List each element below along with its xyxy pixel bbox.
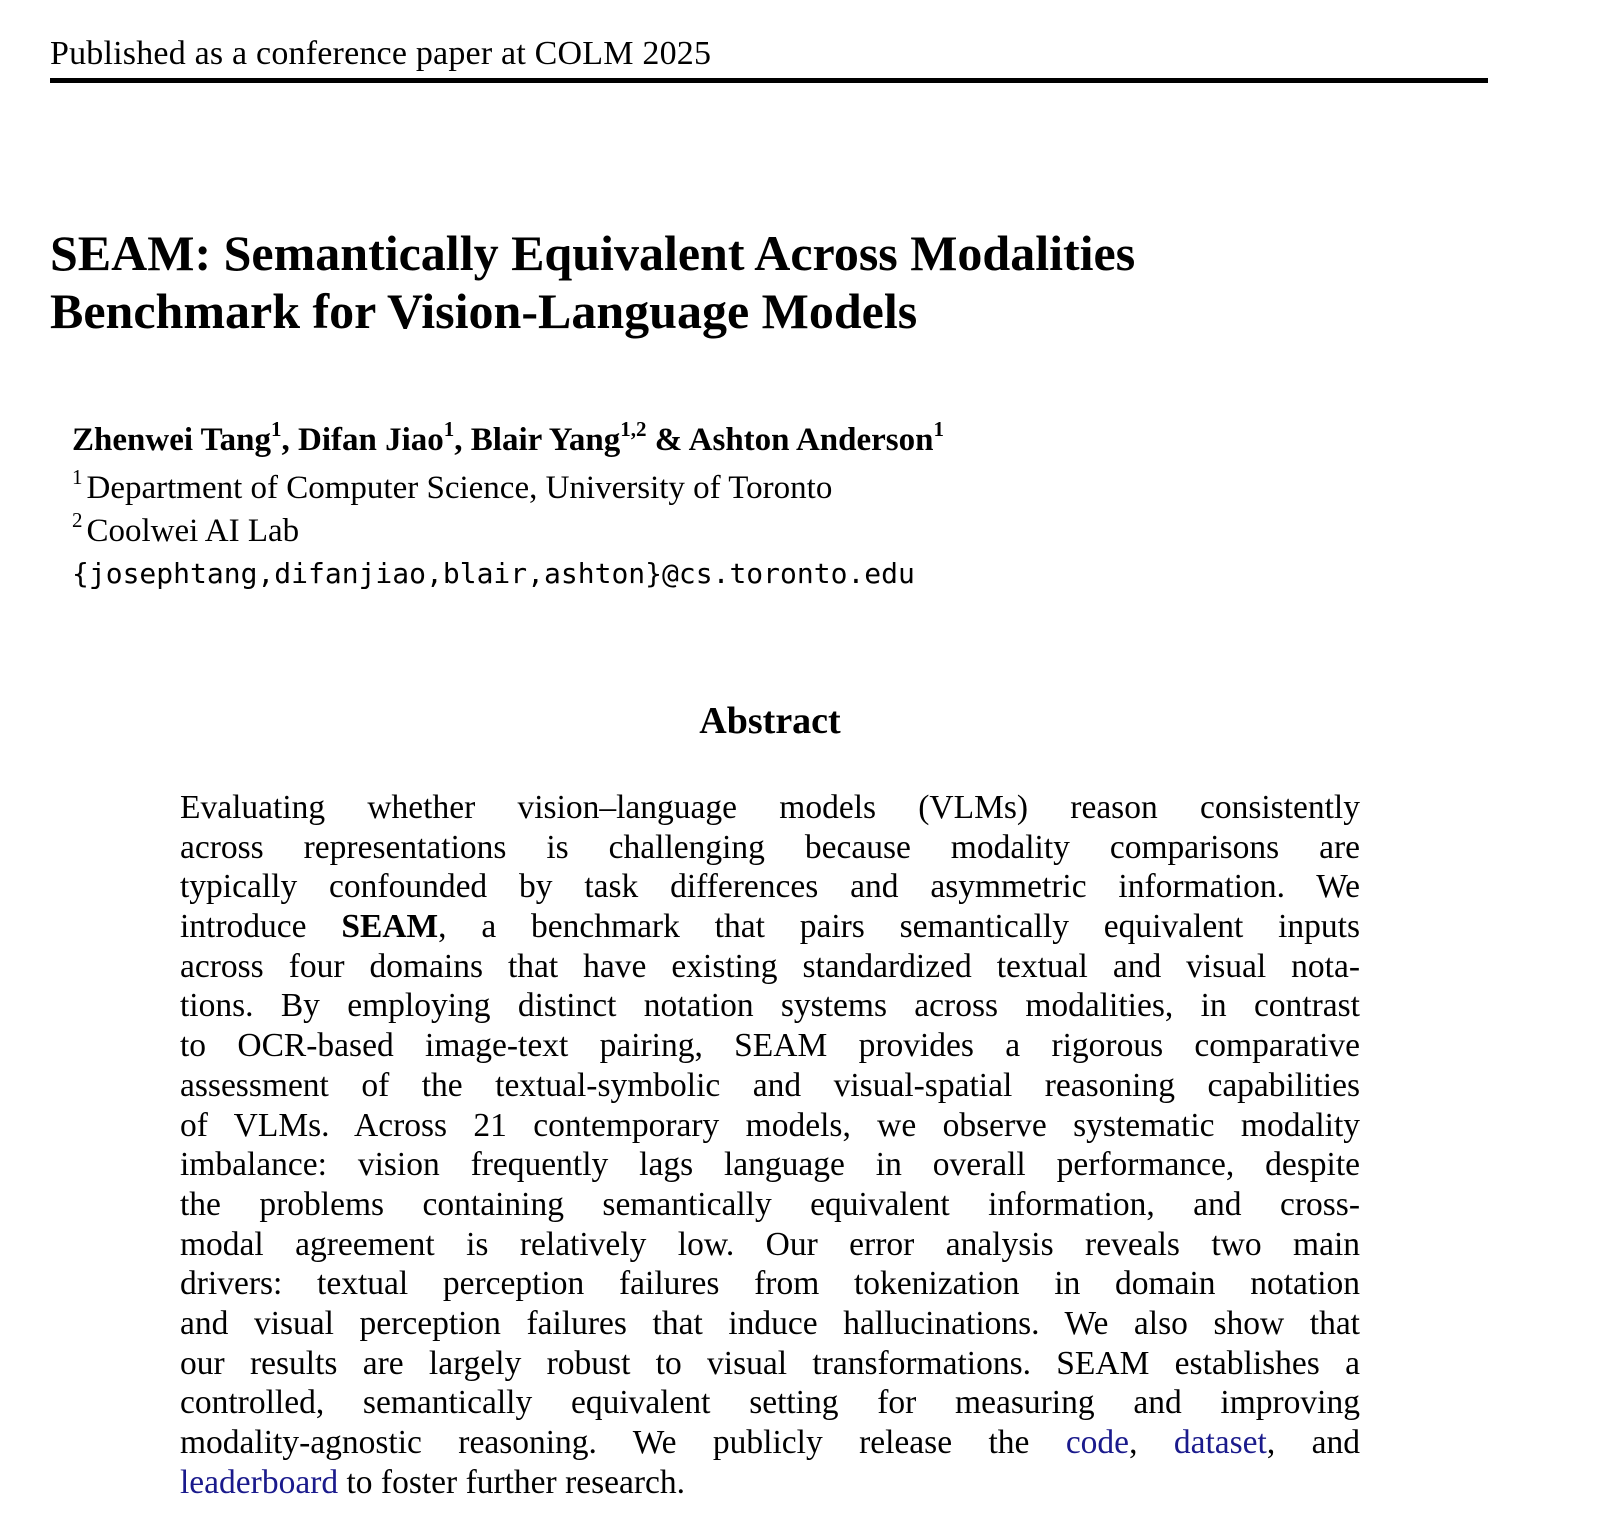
affiliation-number: 1	[72, 465, 83, 489]
abstract-line: across representations is challenging because modality comparisons are	[180, 828, 1360, 866]
venue-header: Published as a conference paper at COLM 2025	[50, 35, 712, 72]
header-rule	[50, 78, 1488, 83]
abstract-line: tions. By employing distinct notation systems across modalities, in contrast	[180, 987, 1360, 1025]
author-separator: ,	[454, 422, 471, 458]
author-affiliation-mark: 1,2	[620, 417, 647, 441]
abstract-text: modality-agnostic reasoning. We publicly release the	[180, 1424, 1030, 1461]
abstract-line: and visual perception failures that induce hallucinations. We also show that	[180, 1304, 1360, 1342]
code-link[interactable]: code	[1065, 1424, 1130, 1461]
author-affiliation-mark: 1	[933, 417, 944, 441]
author-affiliation-mark: 1	[271, 417, 282, 441]
abstract-text: introduce	[180, 908, 307, 946]
abstract-line: across four domains that have existing standardized textual and visual nota-	[180, 947, 1360, 985]
benchmark-name: SEAM	[341, 908, 439, 946]
abstract-line: our results are largely robust to visual transformations. SEAM establishes a	[180, 1344, 1360, 1382]
affiliation-text: Department of Computer Science, University of Toronto	[86, 470, 833, 506]
author-separator: &	[646, 422, 689, 458]
affiliation-2	[72, 508, 300, 551]
author-name: Difan Jiao	[298, 422, 444, 458]
abstract-line: imbalance: vision frequently lags language in overall performance, despite	[180, 1146, 1360, 1184]
abstract-heading: Abstract	[699, 700, 841, 742]
author-emails: {josephtang,difanjiao,blair,ashton}@cs.toronto.edu	[72, 557, 915, 590]
author-name: Blair Yang	[470, 422, 621, 458]
abstract-line: assessment of the textual-symbolic and visual-spatial reasoning capabilities	[180, 1066, 1360, 1104]
affiliation-1	[72, 465, 833, 508]
paper-title	[50, 224, 1450, 340]
abstract-text: , and	[1266, 1424, 1361, 1461]
abstract-line: to OCR-based image-text pairing, SEAM provides a rigorous comparative	[180, 1027, 1360, 1065]
abstract-text: , a benchmark that pairs semantically equivalent inputs	[438, 908, 1361, 946]
abstract-line	[180, 1463, 1360, 1503]
abstract-line	[180, 907, 1360, 947]
dataset-link[interactable]: dataset	[1173, 1424, 1267, 1461]
abstract-line: drivers: textual perception failures from tokenization in domain notation	[180, 1265, 1360, 1303]
affiliation-number: 2	[72, 508, 83, 532]
abstract-line: modal agreement is relatively low. Our error analysis reveals two main	[180, 1225, 1360, 1263]
abstract-line: controlled, semantically equivalent setting for measuring and improving	[180, 1384, 1360, 1422]
title-line-1: SEAM: Semantically Equivalent Across Modalities	[50, 225, 1136, 281]
abstract-line: Evaluating whether vision–language models (VLMs) reason consistently	[180, 789, 1360, 826]
author-affiliation-mark: 1	[443, 417, 455, 441]
title-line-2: Benchmark for Vision-Language Models	[50, 283, 918, 339]
abstract-text: to foster further research.	[338, 1463, 686, 1501]
abstract-body	[180, 788, 1360, 1502]
abstract-text: ,	[1129, 1424, 1138, 1461]
author-list	[72, 417, 944, 460]
affiliation-text: Coolwei AI Lab	[86, 513, 300, 549]
abstract-line: of VLMs. Across 21 contemporary models, we observe systematic modality	[180, 1106, 1360, 1144]
abstract-line	[180, 1423, 1360, 1463]
author-separator: ,	[281, 422, 298, 458]
leaderboard-link[interactable]: leaderboard	[180, 1463, 339, 1501]
author-name: Zhenwei Tang	[72, 422, 271, 458]
abstract-line: the problems containing semantically equivalent information, and cross-	[180, 1185, 1360, 1223]
author-name: Ashton Anderson	[688, 422, 934, 458]
abstract-line: typically confounded by task differences and asymmetric information. We	[180, 868, 1360, 906]
